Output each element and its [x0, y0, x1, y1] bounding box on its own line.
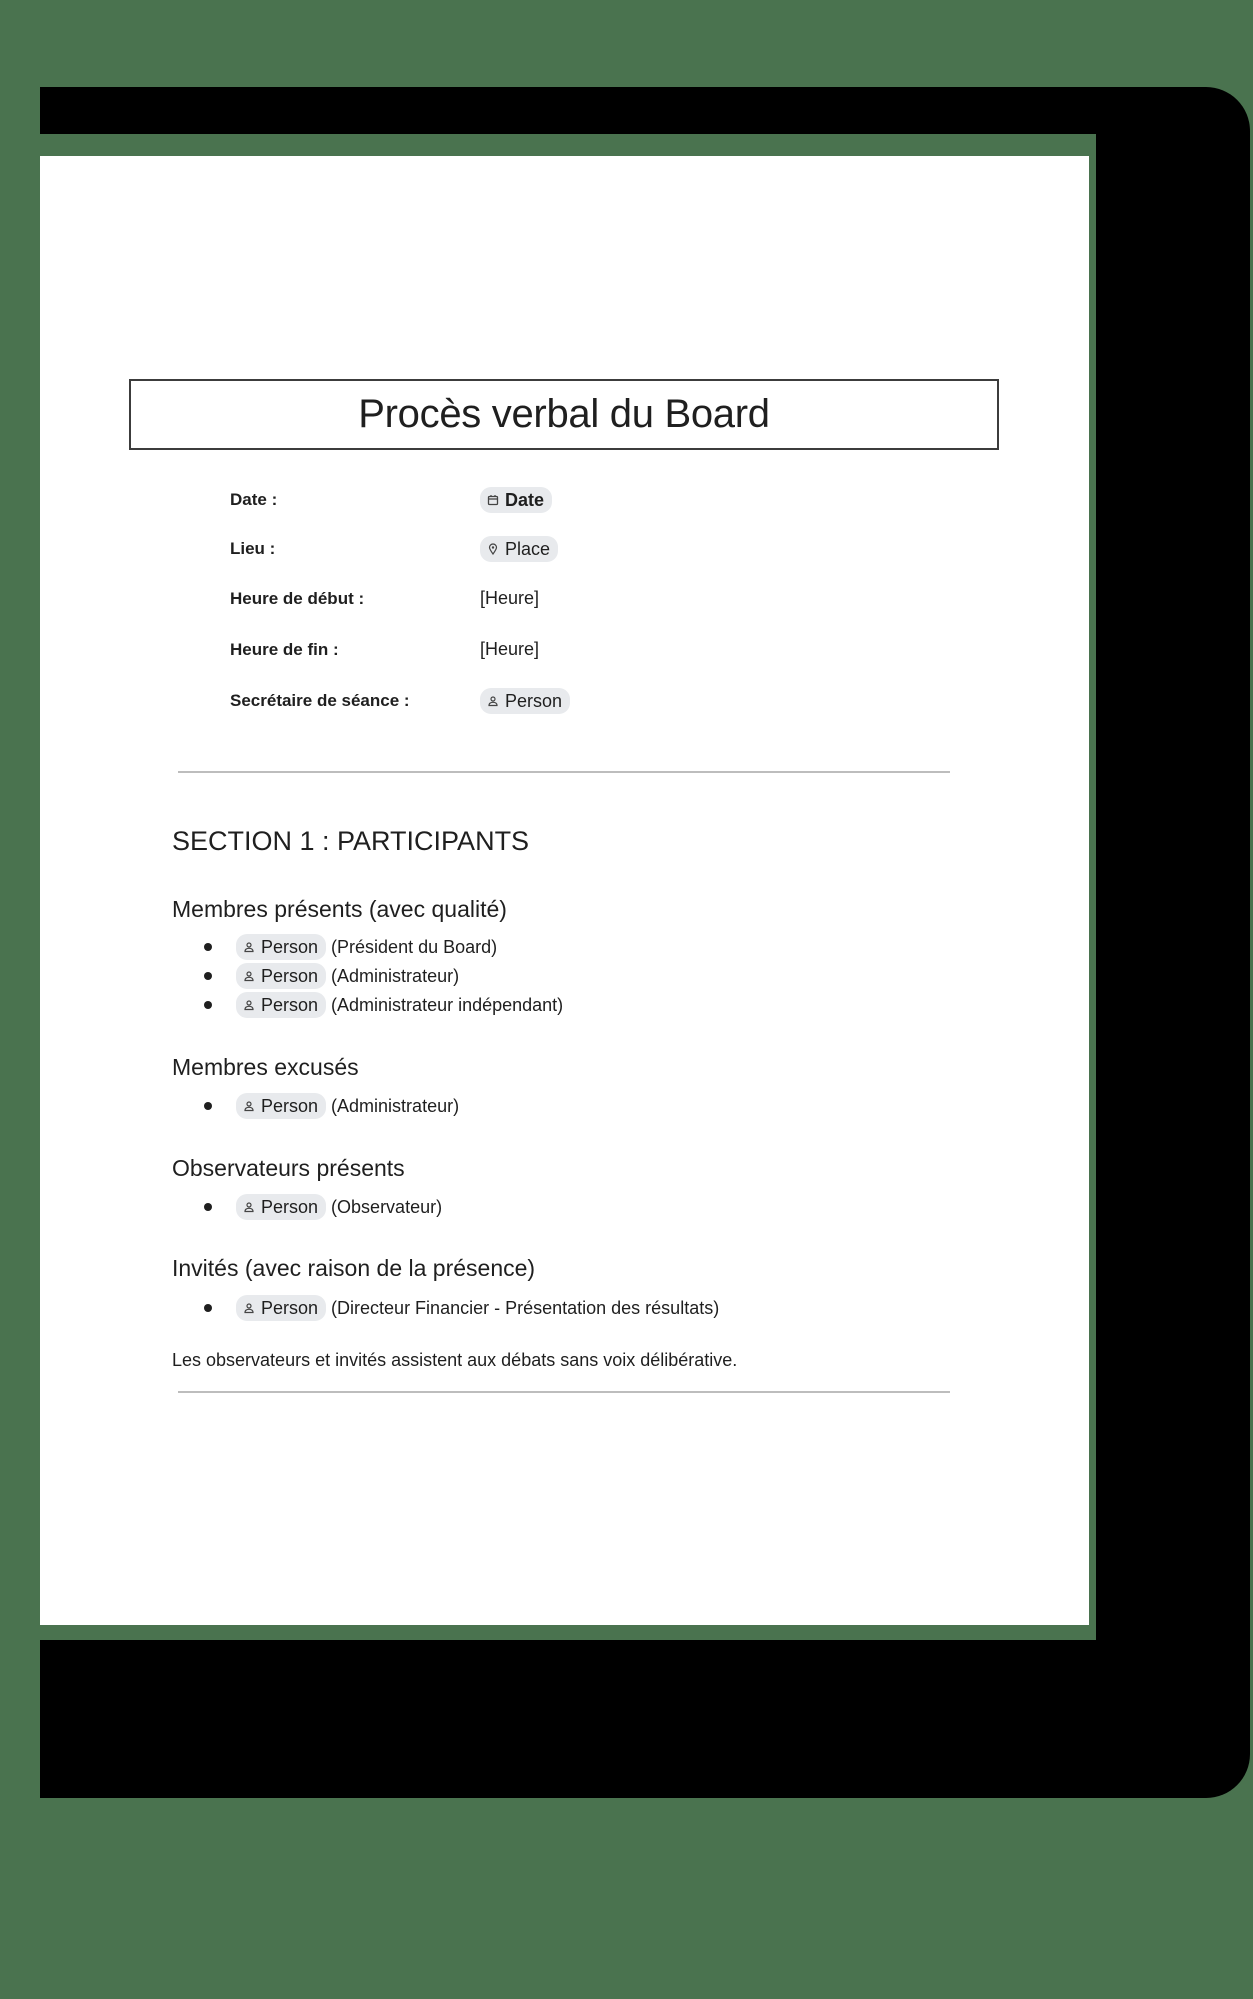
list-item-note: (Directeur Financier - Présentation des résultats)	[331, 1297, 720, 1318]
person-chip-label: Person	[261, 966, 319, 986]
group-heading-members-excused: Membres excusés	[172, 1054, 359, 1080]
bullet	[204, 1102, 212, 1110]
person-chip[interactable]	[236, 1093, 326, 1119]
person-icon	[243, 1201, 255, 1213]
info-value-secretary[interactable]	[480, 688, 570, 714]
list-item	[204, 934, 497, 960]
person-chip[interactable]	[236, 963, 326, 989]
list-item	[204, 1194, 442, 1220]
person-chip-label: Person	[505, 691, 563, 711]
person-chip-label: Person	[261, 937, 319, 957]
bullet	[204, 1203, 212, 1211]
map-pin-icon	[487, 543, 499, 555]
bullet	[204, 1001, 212, 1009]
bullet	[204, 972, 212, 980]
info-value-date[interactable]	[480, 487, 552, 513]
person-chip[interactable]	[236, 1194, 326, 1220]
person-icon	[243, 1100, 255, 1112]
list-item	[204, 1295, 719, 1321]
info-label-secretary: Secrétaire de séance :	[230, 691, 410, 710]
document-title: Procès verbal du Board	[358, 392, 770, 436]
list-item-note: (Président du Board)	[331, 936, 498, 957]
info-label-place: Lieu :	[230, 539, 276, 558]
list-item	[204, 963, 459, 989]
person-chip-label: Person	[261, 1197, 319, 1217]
person-icon	[487, 695, 499, 707]
list-item-note: (Administrateur)	[331, 965, 460, 986]
person-chip-label: Person	[261, 995, 319, 1015]
date-chip[interactable]	[480, 487, 552, 513]
person-chip-label: Person	[261, 1096, 319, 1116]
list-item-note: (Administrateur indépendant)	[331, 994, 564, 1015]
info-label-end-time: Heure de fin :	[230, 640, 339, 659]
person-chip[interactable]	[236, 934, 326, 960]
title-box	[129, 379, 999, 450]
person-icon	[243, 941, 255, 953]
person-chip-label: Person	[261, 1298, 319, 1318]
person-chip[interactable]	[236, 1295, 326, 1321]
section-heading: SECTION 1 : PARTICIPANTS	[172, 826, 530, 856]
group-heading-members-present: Membres présents (avec qualité)	[172, 896, 507, 922]
divider	[178, 1391, 950, 1393]
list-item	[204, 992, 563, 1018]
person-icon	[243, 1302, 255, 1314]
person-chip[interactable]	[236, 992, 326, 1018]
group-heading-guests: Invités (avec raison de la présence)	[172, 1255, 536, 1281]
bullet	[204, 1304, 212, 1312]
place-chip-label: Place	[505, 539, 551, 559]
list-item-note: (Administrateur)	[331, 1095, 460, 1116]
info-label-date: Date :	[230, 490, 278, 509]
place-chip[interactable]	[480, 536, 558, 562]
list-item-note: (Observateur)	[331, 1196, 443, 1217]
calendar-icon	[487, 494, 499, 506]
info-label-start-time: Heure de début :	[230, 589, 365, 608]
bullet	[204, 943, 212, 951]
group-heading-observers: Observateurs présents	[172, 1155, 405, 1181]
secretary-person-chip[interactable]	[480, 688, 570, 714]
person-icon	[243, 970, 255, 982]
info-value-end-time[interactable]: [Heure]	[480, 639, 540, 659]
document-page	[40, 156, 1089, 1625]
info-value-place[interactable]	[480, 536, 558, 562]
section-note: Les observateurs et invités assistent aux débats sans voix délibérative.	[172, 1350, 738, 1370]
info-value-start-time[interactable]: [Heure]	[480, 588, 540, 608]
divider	[178, 771, 950, 773]
date-chip-label: Date	[505, 490, 545, 510]
person-icon	[243, 999, 255, 1011]
list-item	[204, 1093, 459, 1119]
